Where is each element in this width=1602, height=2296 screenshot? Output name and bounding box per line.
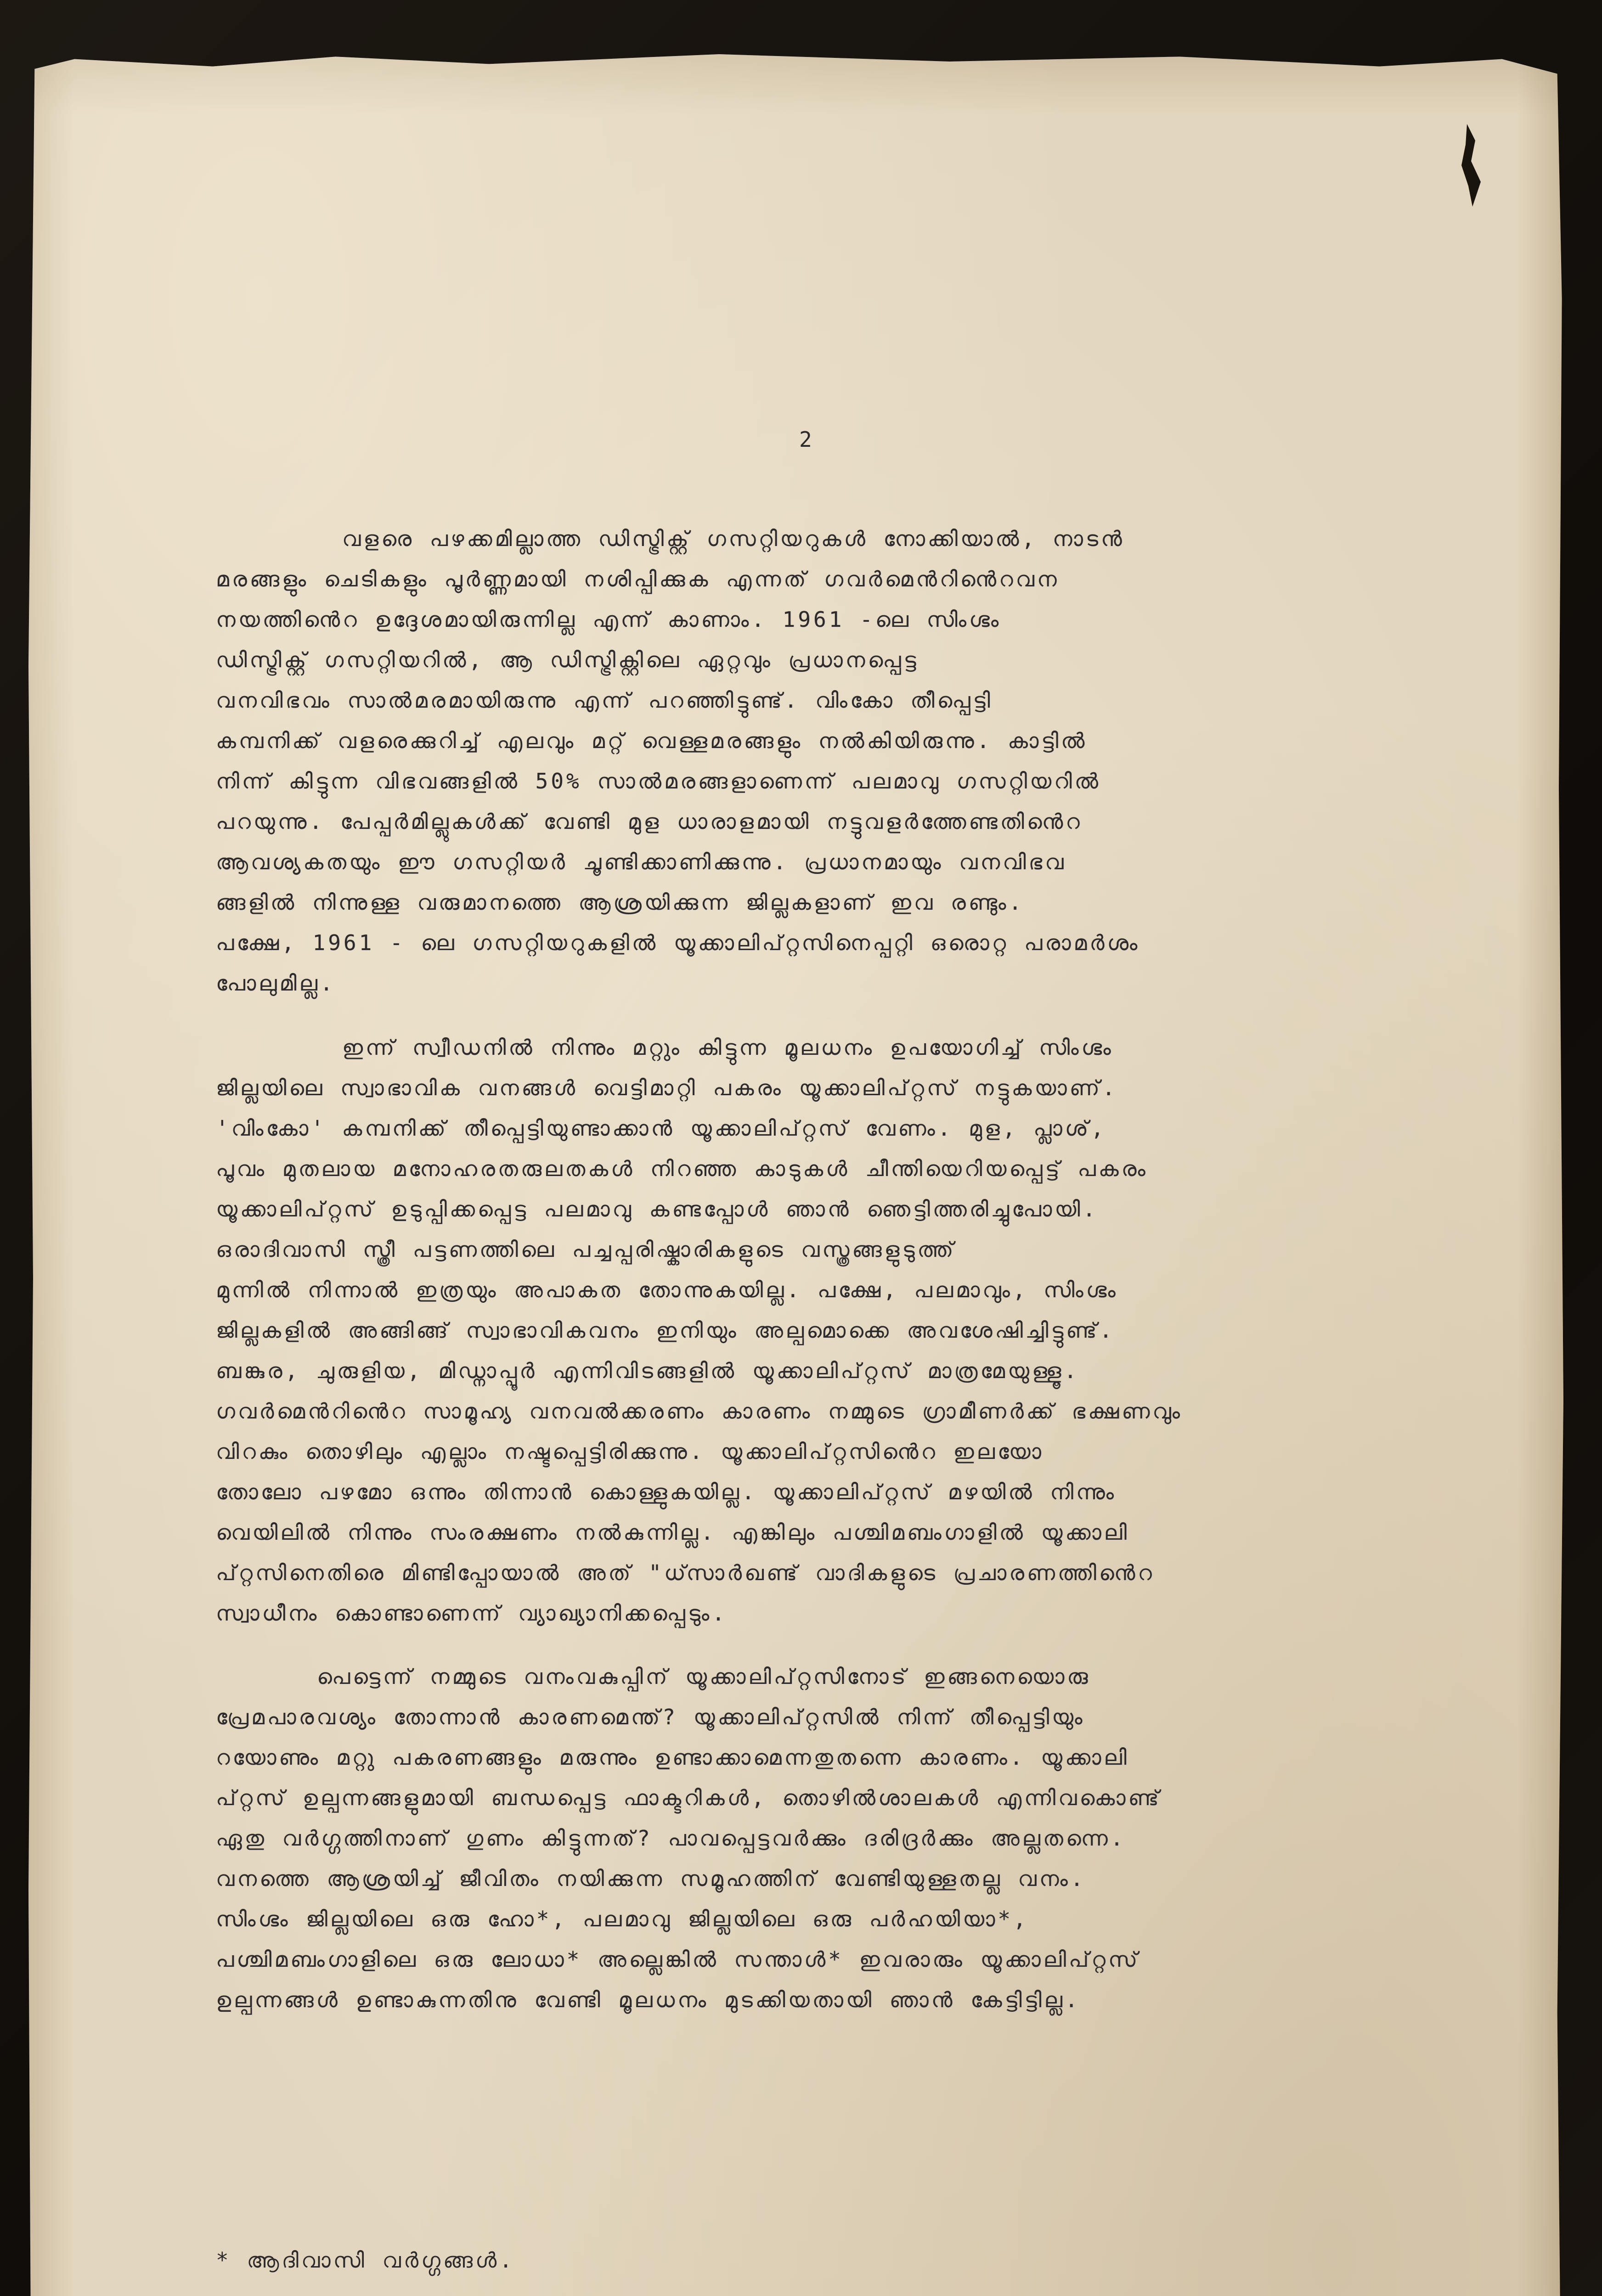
paragraph-2-line-4: പൂവം മുതലായ മനോഹരതരുലതകൾ നിറഞ്ഞ കാടുകൾ ചീന്തിയെറിയപ്പെട്ട് പകരം	[216, 1156, 1148, 1181]
paragraph-3-line-8: പശ്ചിമബംഗാളിലെ ഒരു ലോധാ* അല്ലെങ്കിൽ സന്താൾ* ഇവരാരും യൂക്കാലിപ്റ്റസ്	[216, 1947, 1140, 1972]
paragraph-3-line-2: പ്രേമപാരവശ്യം തോന്നാൻ കാരണമെന്ത്? യൂക്കാലിപ്റ്റസിൽ നിന്ന് തീപ്പെട്ടിയും	[216, 1705, 1085, 1729]
paragraph-3-line-3: റയോണും മറ്റു പകരണങ്ങളും മരുന്നും ഉണ്ടാക്കാമെന്നതുതന്നെ കാരണം. യൂക്കാലി	[216, 1745, 1129, 1770]
paragraph-2-line-8: ജില്ലകളിൽ അങ്ങിങ്ങ് സ്വാഭാവികവനം ഇനിയും അല്പമൊക്കെ അവശേഷിച്ചിട്ടുണ്ട്.	[216, 1318, 1115, 1343]
paragraph-1-line-12: പോലുമില്ല.	[216, 971, 336, 996]
paragraph-2-line-9: ബങ്കുര, ചുരുളിയ, മിഡ്നാപ്പൂർ എന്നിവിടങ്ങളിൽ യൂക്കാലിപ്റ്റസ് മാത്രമേയുള്ളൂ.	[216, 1358, 1080, 1383]
paragraph-1-line-7: നിന്ന് കിട്ടുന്ന വിഭവങ്ങളിൽ 50% സാൽമരങ്ങളാണെന്ന് പലമാവു ഗസറ്റിയറിൽ	[216, 769, 1101, 793]
paragraph-1-line-3: നയത്തിൻെറ ഉദ്ദേശമായിരുന്നില്ല എന്ന് കാണാം. 1961 -ലെ സിംഗ്ഭം	[216, 607, 1002, 632]
paragraph-3-line-1: പെട്ടെന്ന് നമ്മുടെ വനംവകുപ്പിന് യൂക്കാലിപ്റ്റസിനോട് ഇങ്ങനെയൊരു	[317, 1664, 1091, 1689]
paragraph-2-line-3: 'വിംകോ' കമ്പനിക്ക് തീപ്പെട്ടിയുണ്ടാക്കാൻ യൂക്കാലിപ്റ്റസ് വേണം. മുള, പ്ലാശ്,	[216, 1116, 1107, 1141]
paragraph-1-line-6: കമ്പനിക്ക് വളരെക്കുറിച്ച് എലവും മറ്റ് വെള്ളമരങ്ങളും നൽകിയിരുന്നു. കാട്ടിൽ	[216, 728, 1088, 753]
paragraph-2-line-15: സ്വാധീനം കൊണ്ടാണെന്ന് വ്യാഖ്യാനിക്കപ്പെടും.	[216, 1601, 728, 1626]
paragraph-3-line-5: ഏതു വർഗ്ഗത്തിനാണ് ഗുണം കിട്ടുന്നത്? പാവപ്പെട്ടവർക്കും ദരിദ്രർക്കും അല്ലതന്നെ.	[216, 1826, 1126, 1851]
paragraph-1-line-9: ആവശ്യകതയും ഈ ഗസറ്റിയർ ചൂണ്ടിക്കാണിക്കുന്നു. പ്രധാനമായും വനവിഭവ	[216, 850, 1066, 874]
paragraph-1-line-11: പക്ഷേ, 1961 - ലെ ഗസറ്റിയറുകളിൽ യൂക്കാലിപ്റ്റസിനെപ്പറ്റി ഒരൊറ്റ പരാമർശം	[216, 930, 1140, 955]
paragraph-2-line-13: വെയിലിൽ നിന്നും സംരക്ഷണം നൽകുന്നില്ല. എങ്കിലും പശ്ചിമബംഗാളിൽ യൂക്കാലി	[216, 1520, 1130, 1545]
paragraph-3-line-9: ഉല്പന്നങ്ങൾ ഉണ്ടാകുന്നതിനു വേണ്ടി മൂലധനം മുടക്കിയതായി ഞാൻ കേട്ടിട്ടില്ല.	[216, 1987, 1081, 2012]
paragraph-2-line-14: പ്റ്റസിനെതിരെ മിണ്ടിപ്പോയാൽ അത് "ധ്സാർഖണ്ട് വാദികളുടെ പ്രചാരണത്തിൻെറ	[216, 1560, 1155, 1585]
paragraph-3-line-4: പ്റ്റസ് ഉല്പന്നങ്ങളുമായി ബന്ധപ്പെട്ട ഫാക്ടറികൾ, തൊഴിൽശാലകൾ എന്നിവകൊണ്ട്	[216, 1785, 1162, 1810]
paragraph-2-line-11: വിറകും തൊഴിലും എല്ലാം നഷ്ടപ്പെട്ടിരിക്കുന്നു. യൂക്കാലിപ്റ്റസിൻെറ ഇലയോ	[216, 1439, 1044, 1464]
paragraph-1-line-10: ങ്ങളിൽ നിന്നുള്ള വരുമാനത്തെ ആശ്രയിക്കുന്ന ജില്ലകളാണ് ഇവ രണ്ടും.	[216, 890, 1025, 915]
paragraph-1-line-2: മരങ്ങളും ചെടികളും പൂർണ്ണമായി നശിപ്പിക്കുക എന്നത് ഗവർമെൻറിൻെറവന	[216, 567, 1060, 591]
paragraph-2-line-7: മുന്നിൽ നിന്നാൽ ഇത്രയും അപാകത തോന്നുകയില്ല. പക്ഷേ, പലമാവും, സിംഗ്ഭം	[216, 1277, 1118, 1302]
paragraph-2-line-12: തോലോ പഴമോ ഒന്നും തിന്നാൻ കൊള്ളുകയില്ല. യൂക്കാലിപ്റ്റസ് മഴയിൽ നിന്നും	[216, 1480, 1117, 1504]
paragraph-3-line-7: സിംഗ്ഭം ജില്ലയിലെ ഒരു ഹോ*, പലമാവു ജില്ലയിലെ ഒരു പർഹയിയാ*,	[216, 1907, 1029, 1931]
paragraph-1-line-8: പറയുന്നു. പേപ്പർമില്ലുകൾക്ക് വേണ്ടി മുള ധാരാളമായി നട്ടുവളർത്തേണ്ടതിൻെറ	[216, 809, 1083, 834]
paragraph-3-line-6: വനത്തെ ആശ്രയിച്ച് ജീവിതം നയിക്കുന്ന സമൂഹത്തിന് വേണ്ടിയുള്ളതല്ല വനം.	[216, 1866, 1086, 1891]
paragraph-2-line-6: ഒരാദിവാസി സ്ത്രീ പട്ടണത്തിലെ പച്ചപ്പരിഷ്കാരികളുടെ വസ്ത്രങ്ങളുടുത്ത്	[216, 1237, 956, 1262]
paragraph-1-line-1: വളരെ പഴക്കമില്ലാത്ത ഡിസ്ട്രിക്റ്റ് ഗസറ്റിയറുകൾ നോക്കിയാൽ, നാടൻ	[342, 526, 1125, 551]
page-number: 2	[799, 427, 814, 452]
footnote: * ആദിവാസി വർഗ്ഗങ്ങൾ.	[216, 2248, 515, 2273]
paragraph-2-line-2: ജില്ലയിലെ സ്വാഭാവിക വനങ്ങൾ വെട്ടിമാറ്റി പകരം യൂക്കാലിപ്റ്റസ് നട്ടുകയാണ്.	[216, 1075, 1118, 1100]
paragraph-1-line-4: ഡിസ്ട്രിക്റ്റ് ഗസറ്റിയറിൽ, ആ ഡിസ്ട്രിക്റ്റിലെ ഏറ്റവും പ്രധാനപ്പെട്ട	[216, 647, 919, 672]
paragraph-2-line-1: ഇന്ന് സ്വീഡനിൽ നിന്നും മറ്റും കിട്ടുന്ന മൂലധനം ഉപയോഗിച്ച് സിംഗ്ഭം	[342, 1035, 1114, 1060]
paragraph-2-line-5: യൂക്കാലിപ്റ്റസ് ഉടുപ്പിക്കപ്പെട്ട പലമാവു കണ്ടപ്പോൾ ഞാൻ ഞെട്ടിത്തരിച്ചുപോയി.	[216, 1197, 1099, 1221]
paragraph-1-line-5: വനവിഭവം സാൽമരമായിരുന്നു എന്ന് പറഞ്ഞിട്ടുണ്ട്. വിംകോ തീപ്പെട്ടി	[216, 688, 993, 713]
paragraph-2-line-10: ഗവർമെൻറിൻെറ സാമൂഹ്യ വനവൽക്കരണം കാരണം നമ്മുടെ ഗ്രാമീണർക്ക് ഭക്ഷണവും	[216, 1399, 1183, 1424]
